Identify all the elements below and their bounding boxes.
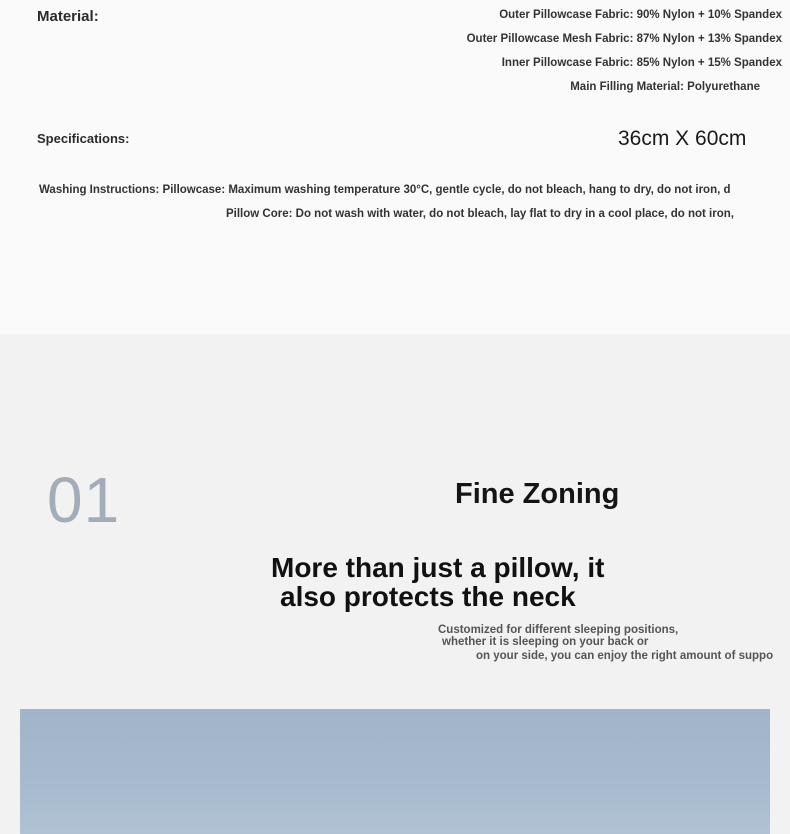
headline-line-2: also protects the neck xyxy=(280,581,576,612)
washing-instructions-pillowcase: Washing Instructions: Pillowcase: Maximum washing temperature 30°C, gentle cycle, do not bleach, hang to dry, do not iron, d xyxy=(39,184,731,196)
specifications-label: Specifications: xyxy=(37,131,130,146)
feature-description-line-1: Customized for different sleeping positions, xyxy=(438,624,679,636)
section-number: 01 xyxy=(47,464,121,536)
washing-instructions-core: Pillow Core: Do not wash with water, do not bleach, lay flat to dry in a cool place, do not iron, xyxy=(226,208,734,220)
material-line-inner-fabric: Inner Pillowcase Fabric: 85% Nylon + 15% Spandex xyxy=(501,57,782,69)
feature-description-line-2: whether it is sleeping on your back or xyxy=(442,636,649,648)
product-info-panel xyxy=(0,0,790,334)
material-line-outer-fabric: Outer Pillowcase Fabric: 90% Nylon + 10% Spandex xyxy=(499,9,782,21)
specifications-value: 36cm X 60cm xyxy=(618,127,747,150)
material-label: Material: xyxy=(37,8,99,25)
material-line-filling: Main Filling Material: Polyurethane xyxy=(570,81,760,93)
material-line-mesh-fabric: Outer Pillowcase Mesh Fabric: 87% Nylon + 13% Spandex xyxy=(466,33,782,45)
headline-line-1: More than just a pillow, it xyxy=(271,552,605,583)
section-title: Fine Zoning xyxy=(455,478,620,510)
feature-headline xyxy=(271,553,691,611)
product-photo xyxy=(20,709,770,834)
feature-description-line-3: on your side, you can enjoy the right amount of suppo xyxy=(476,650,774,662)
